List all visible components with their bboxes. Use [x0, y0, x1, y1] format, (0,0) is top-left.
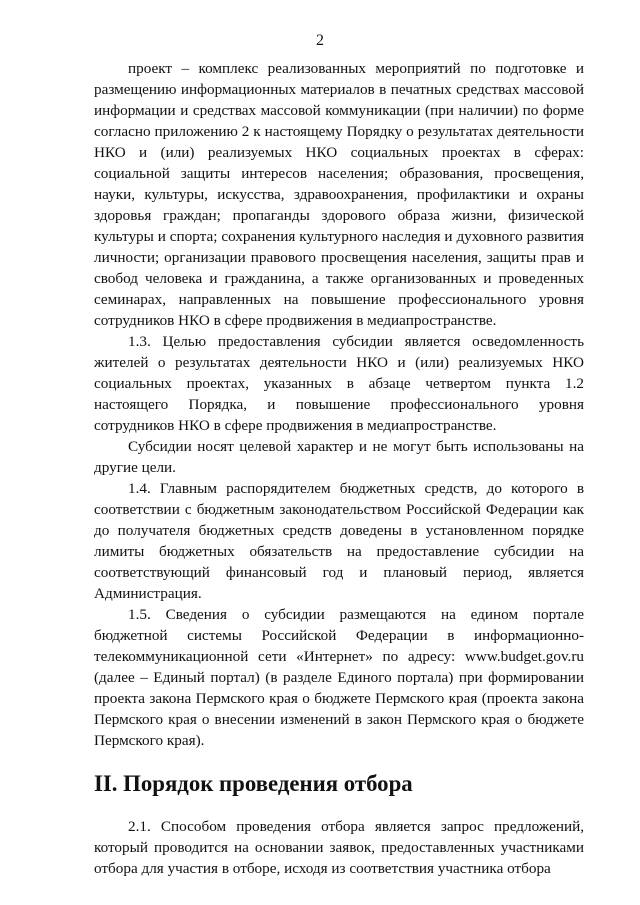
paragraph-2-1: 2.1. Способом проведения отбора является запрос предложений, который проводится на основании заявок, предоставленных участниками отбора для участия в отборе, исходя из соответствия участника отбора [94, 818, 584, 877]
paragraph-1-5: 1.5. Сведения о субсидии размещаются на едином портале бюджетной системы Российской Федерации в информационно-телекоммуникационной сети «Интернет» по адресу: www.budget.gov.ru (далее – Единый портал) (в разделе Единого портала) при формировании проекта закона Пермского края о бюджете Пермского края (проекта закона Пермского края о внесении изменений в закон Пермского края о бюджете Пермского края). [94, 606, 584, 749]
paragraph-1-3: 1.3. Целью предоставления субсидии является осведомленность жителей о результатах деятельности НКО и (или) реализуемых НКО социальных проектах, указанных в абзаце четвертом пункта 1.2 настоящего Порядка, и повышение профессионального уровня сотрудников НКО в сфере продвижения в медиапространстве. [94, 333, 584, 434]
paragraph-1-4: 1.4. Главным распорядителем бюджетных средств, до которого в соответствии с бюджетным законодательством Российской Федерации как до получателя бюджетных средств доведены в установленном порядке лимиты бюджетных обязательств на предоставление субсидии на соответствующий финансовый год и плановый период, является Администрация. [94, 480, 584, 602]
paragraph-subsidy-purpose: Субсидии носят целевой характер и не могут быть использованы на другие цели. [94, 438, 584, 476]
page-number: 2 [316, 32, 324, 49]
paragraph-project-definition: проект – комплекс реализованных мероприятий по подготовке и размещению информационных материалов в печатных средствах массовой информации и средствах массовой коммуникации (при наличии) по форме согласно приложению 2 к настоящему Порядку о результатах деятельности НКО и (или) реализуемых НКО социальных проектах в сферах: социальной защиты интересов населения; образования, просвещения, науки, культуры, искусства, здравоохранения, профилактики и охраны здоровья граждан; пропаганды здорового образа жизни, физической культуры и спорта; сохранения культурного наследия и духовного развития личности; организации правового просвещения населения, защиты прав и свобод человека и гражданина, а также организованных и проведенных семинарах, направленных на повышение профессионального уровня сотрудников НКО в сфере продвижения в медиапространстве. [94, 60, 584, 329]
section-heading: II. Порядок проведения отбора [94, 771, 413, 796]
document-body [94, 58, 584, 879]
